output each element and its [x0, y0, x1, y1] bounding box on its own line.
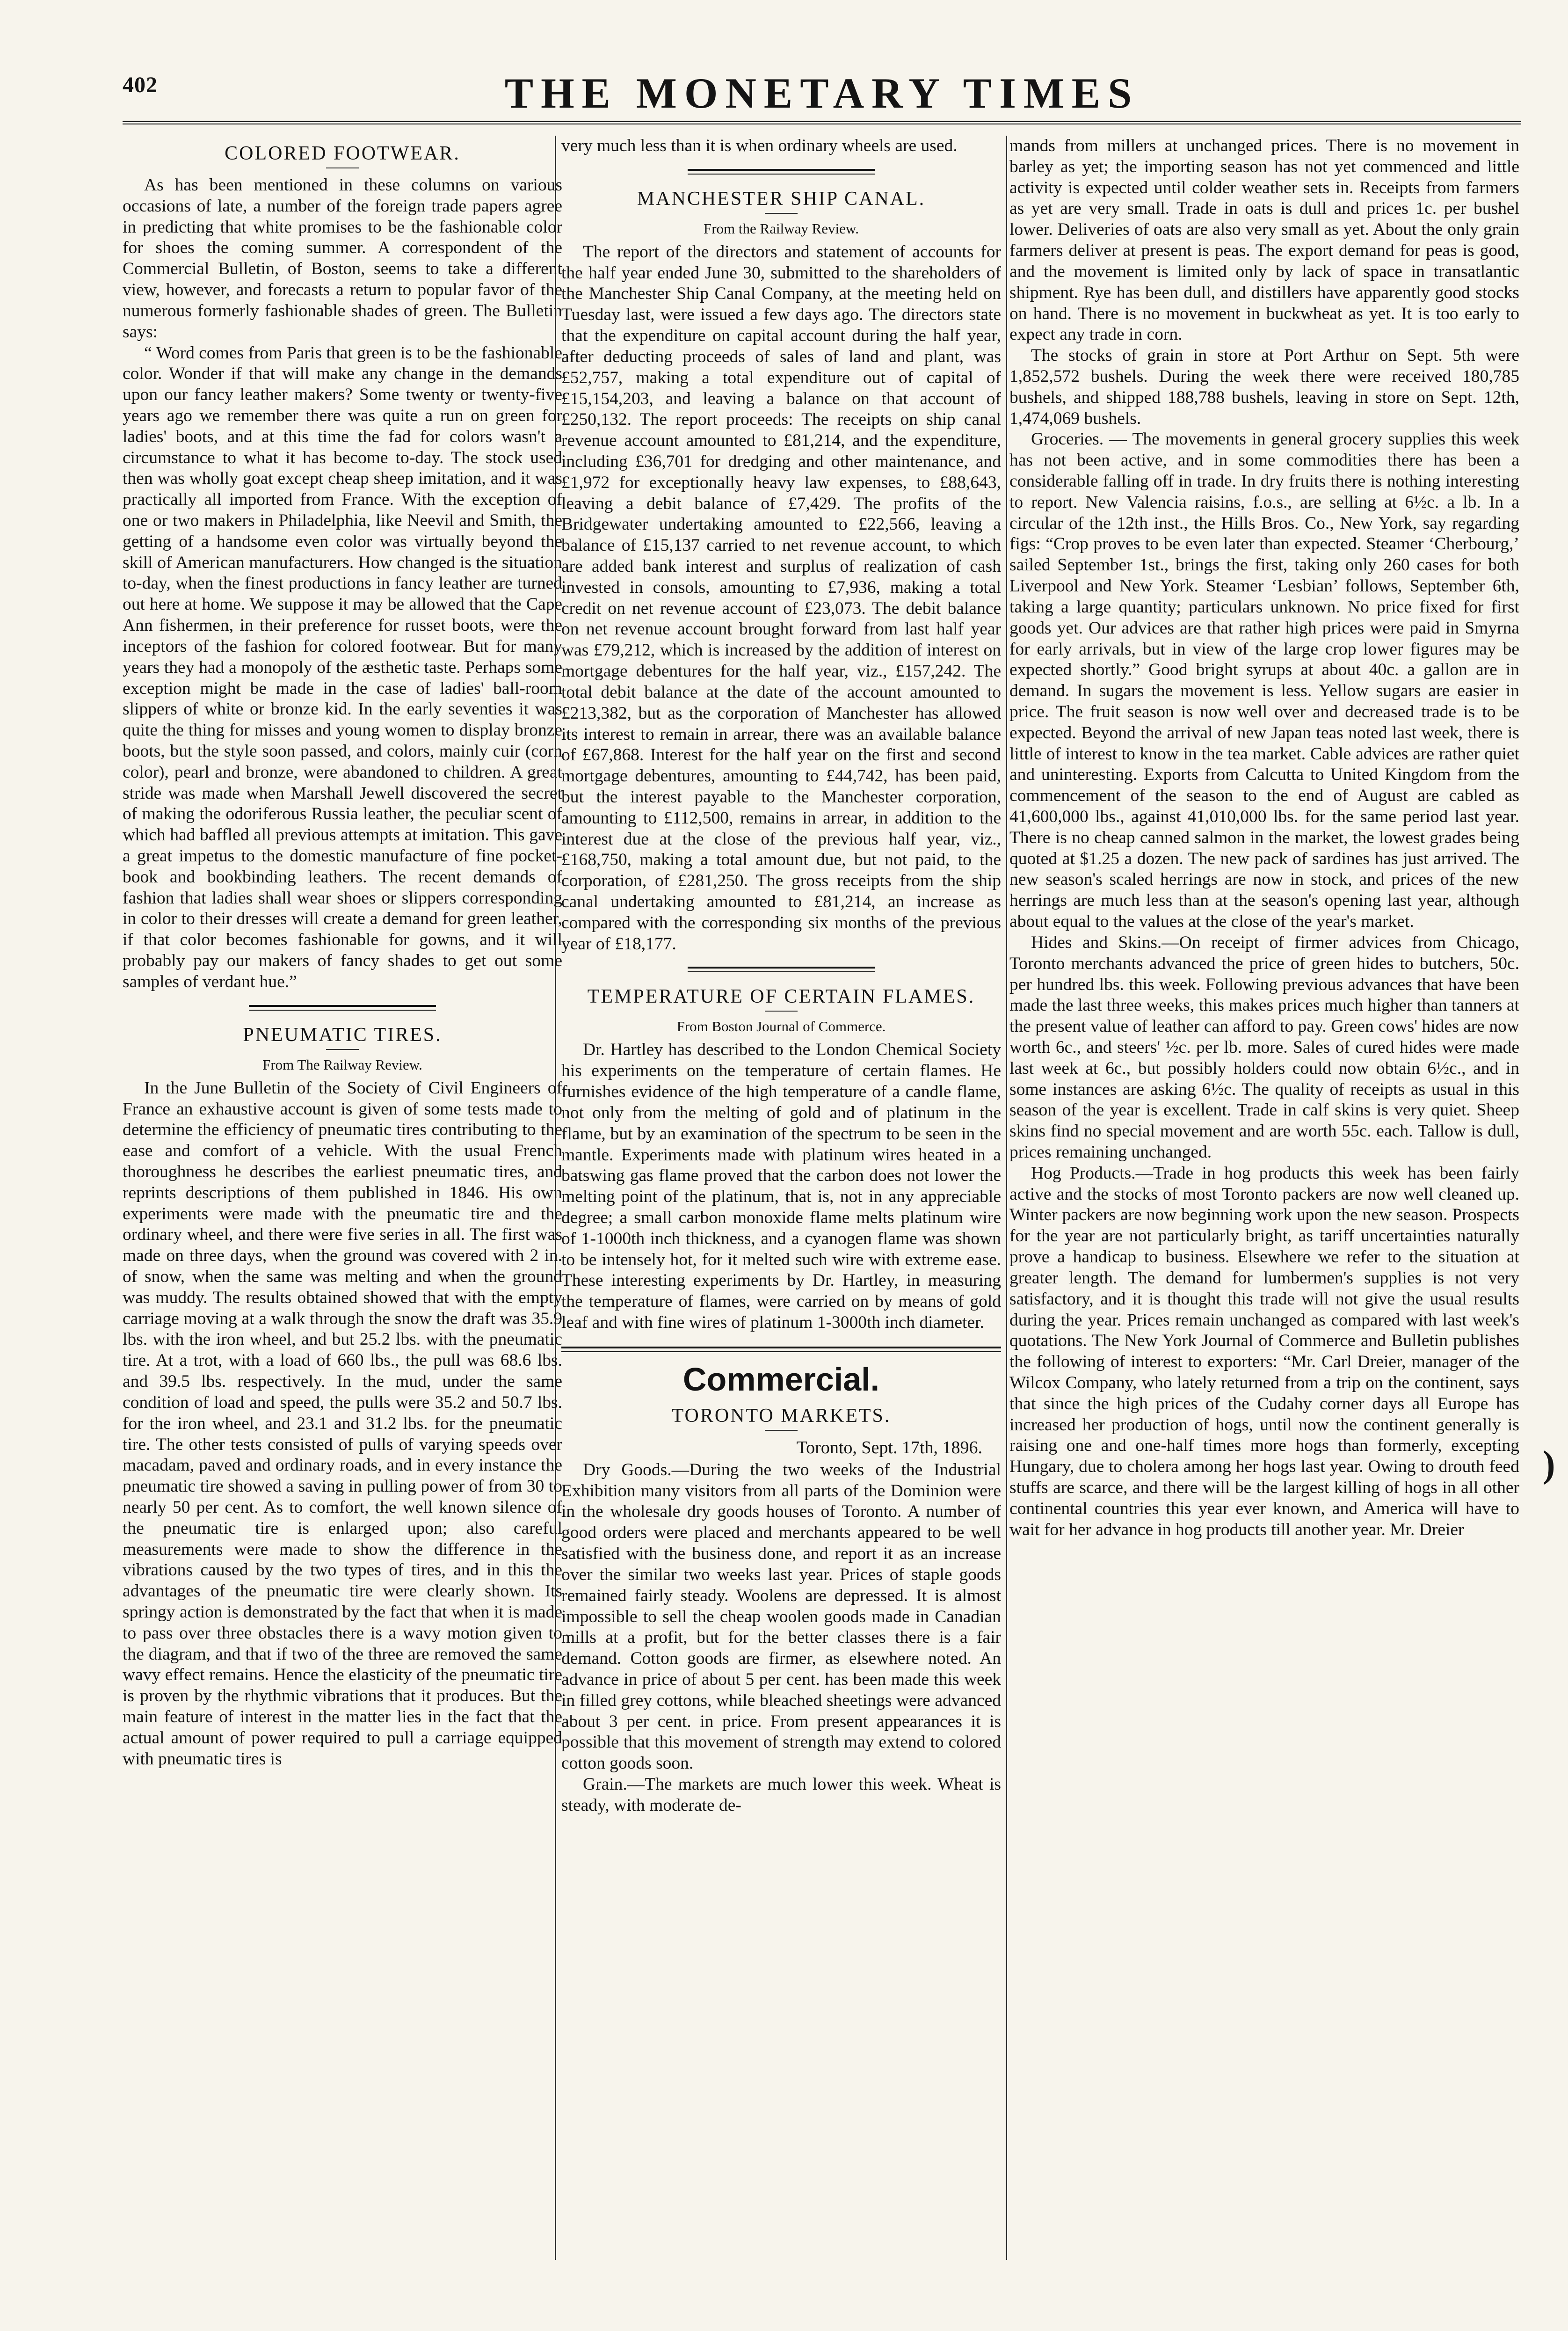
market-grain: Grain.—The markets are much lower this week. Wheat is steady, with moderate de- [561, 1775, 1001, 1815]
article-separator [688, 967, 875, 972]
header-rule [123, 121, 1521, 124]
article-title: TEMPERATURE OF CERTAIN FLAMES. [587, 986, 975, 1008]
title-rule [765, 1430, 798, 1431]
title-rule [765, 213, 798, 214]
masthead-title: THE MONETARY TIMES [504, 69, 1140, 117]
market-groceries: Groceries. — The movements in general grocery supplies this week has not been active, and in some commodities there has been a considerable falling off in trade. In dry fruits there is nothing interesting to report. New Valencia raisins, f.o.s., are selling at 6½c. a lb. In a circular of the 12th inst., the Hills Bros. Co., New York, say regarding figs: “Crop proves to be even later than expected. Steamer ‘Cherbourg,’ sailed September 1st., brings the first, taking only 260 cases for both Liverpool and New York. Steamer ‘Lesbian’ follows, September 6th, taking a large quantity; particulars unknown. No price fixed for first goods yet. Our advices are that rather high prices were paid in Smyrna for early arrivals, but in view of the large crop lower figures may be expected shortly.” Good bright syrups at about 40c. a gallon are in demand. In sugars the movement is less. Yellow sugars are easier in price. The fruit season is now well over and decreased trade is to be expected. Beyond the arrival of new Japan teas noted last week, there is little of interest to know in the tea market. Cable advices are rather quiet and uninteresting. Exports from Calcutta to United Kingdom from the commencement of the season to the end of August are cabled as 41,600,000 lbs., against 41,010,000 lbs. for the same period last year. There is no cheap canned salmon in the market, the lowest grades being quoted at $1.25 a dozen. The new pack of sardines has just arrived. The new season's scaled herrings are now in stock, and prices of the new herrings are much less than at the season's opening last year, although about equal to the values at the close of the year's market. [1009, 430, 1519, 932]
article-quote: “ Word comes from Paris that green is to be the fashionable color. Wonder if that will make any change in the demands upon our fancy leather makers? Some twenty or twenty-five years ago we remember there was quite a run on green for ladies' boots, and at this time the fad for colors wasn't a circumstance to what it has become to-day. The stock used then was wholly goat except cheap sheep imitation, and it was practically all imported from France. With the exception of one or two makers in Philadelphia, like Neevil and Smith, the getting of a handsome even color was virtually beyond the skill of American manufacturers. How changed is the situation to-day, when the finest productions in fancy leather are turned out here at home. We suppose it may be allowed that the Cape Ann fishermen, in their preference for russet boots, were the inceptors of the fashion for colored footwear. But for many years they had a monopoly of the æsthetic taste. Perhaps some exception might be made in the case of ladies' ball-room slippers of white or bronze kid. In the early seventies it was quite the thing for misses and young women to display bronze boots, but the style soon passed, and colors, mainly cuir (corn color), pearl and bronze, were abandoned to children. A great stride was made when Marshall Jewell discovered the secret of making the odoriferous Russia leather, the peculiar scent of which had baffled all previous attempts at imitation. This gave a great impetus to the domestic manufacture of fine pocket-book and bookbinding leathers. The recent demands of fashion that ladies shall wear shoes or slippers corresponding in color to their dresses will create a demand for green leather, if that color becomes fashionable for gowns, and it will probably pay our makers of fancy shades to get out some samples of verdant hue.” [123, 343, 562, 991]
title-rule [326, 1049, 359, 1050]
continued-text: very much less than it is when ordinary wheels are used. [561, 136, 958, 155]
article-title: MANCHESTER SHIP CANAL. [637, 188, 926, 210]
article-title: PNEUMATIC TIRES. [243, 1024, 442, 1046]
market-grain-stocks: The stocks of grain in store at Port Arthur on Sept. 5th were 1,852,572 bushels. During the week there were received 180,785 bushels, and shipped 188,788 bushels, leaving in store on Sept. 12th, 1,474,069 bushels. [1009, 346, 1519, 428]
title-rule [765, 1011, 798, 1012]
article-source: From the Railway Review. [703, 220, 859, 237]
article-separator [249, 1005, 436, 1011]
column-one [123, 136, 562, 2269]
section-title: Commercial. [682, 1361, 880, 1398]
article-manchester-ship-canal [561, 188, 1001, 955]
column-three [1009, 136, 1519, 2269]
section-separator [561, 1347, 1001, 1352]
margin-mark: ) [1543, 1444, 1555, 1485]
page-number: 402 [123, 73, 158, 97]
market-hides-skins: Hides and Skins.—On receipt of firmer advices from Chicago, Toronto merchants advanced the price of green hides to butchers, 50c. per hundred lbs. this week. Following previous advances that have been made the last three weeks, this makes prices much higher than tanners at the present value of leather can afford to pay. Green cows' hides are now worth 6c., and steers' ½c. per lb. more. Sales of cured hides were made last week at 6c., but possibly holders could now obtain 6½c., and in some instances are asking 6½c. The quality of receipts as usual in this season of the year is excellent. Trade in calf skins is very quiet. Sheep skins find no special movement and are worth 55c. each. Tallow is dull, prices remaining unchanged. [1009, 932, 1519, 1162]
article-colored-footwear [123, 142, 562, 993]
commercial-section [561, 1361, 1001, 1816]
section-subtitle: TORONTO MARKETS. [671, 1405, 891, 1427]
page-header [123, 66, 1521, 136]
article-paragraph: Dr. Hartley has described to the London Chemical Society his experiments on the temperature of certain flames. He furnishes evidence of the high temperature of a candle flame, not only from the melting of gold and of platinum in the flame, but by an examination of the spectrum to be seen in the mantle. Experiments made with platinum wires heated in a batswing gas flame proved that the carbon does not lower the melting point of the platinum, that is, not in any appreciable degree; a small carbon monoxide flame melts platinum wire of 1-1000th inch thickness, and a cyanogen flame was shown to be intensely hot, for it melted such wire with extreme ease. These interesting experiments by Dr. Hartley, in measuring the temperature of flames, were carried on by means of gold leaf and with fine wires of platinum 1-3000th inch diameter. [561, 1040, 1001, 1332]
article-paragraph: In the June Bulletin of the Society of Civil Engineers of France an exhaustive account is given of some tests made to determine the efficiency of pneumatic tires contributing to the ease and comfort of a vehicle. With the usual French thoroughness he describes the earliest pneumatic tires, and reprints descriptions of them published in 1846. His own experiments were made with the pneumatic tire and the ordinary wheel, and there were five series in all. The first was made on three days, when the ground was covered with 2 in. of snow, when the same was melting and when the ground was muddy. The results obtained showed that with the empty carriage moving at a walk through the snow the draft was 35.9 lbs. with the iron wheel, and but 25.2 lbs. with the pneumatic tire. At a trot, with a load of 660 lbs., the pull was 68.6 lbs. and 39.5 lbs. respectively. In the mud, under the same condition of load and speed, the pulls were 35.2 and 50.7 lbs. for the iron wheel, and 23.1 and 31.2 lbs. for the pneumatic tire. The other tests consisted of pulls of varying speeds over macadam, paved and ordinary roads, and in every instance the pneumatic tire showed a saving in pulling power of from 30 to nearly 50 per cent. As to comfort, the well known silence of the pneumatic tire is enlarged upon; also careful measurements were made to show the difference in the vibrations caused by the two types of tires, and in this the advantages of the pneumatic tire were clearly shown. Its springy action is demonstrated by the fact that when it is made to pass over three obstacles there is a wavy motion given to the diagram, and that if two of the three are removed the same wavy effect remains. Hence the elasticity of the pneumatic tire is proven by the rhythmic vibrations that it produces. But the main feature of interest in the matter lies in the fact that the actual amount of power required to pull a carriage equipped with pneumatic tires is [123, 1078, 562, 1769]
article-title: COLORED FOOTWEAR. [225, 143, 460, 164]
dateline: Toronto, Sept. 17th, 1896. [796, 1437, 982, 1457]
column-divider [1006, 136, 1007, 2260]
article-paragraph: The report of the directors and statement of accounts for the half year ended June 30, submitted to the shareholders of the Manchester Ship Canal Company, at the meeting held on Tuesday last, were issued a few days ago. The directors state that the expenditure on capital account during the half year, after deducting proceeds of sales of land and plant, was £52,757, making a total expenditure out of capital of £15,154,203, and leaving a balance on that account of £250,132. The report proceeds: The receipts on ship canal revenue account amounted to £81,214, and the expenditure, including £36,701 for dredging and other maintenance, and £1,972 for exceptionally heavy law expenses, to £88,643, leaving a debit balance of £7,429. The profits of the Bridgewater undertaking amounted to £22,566, leaving a balance of £15,137 carried to net revenue account, to which are added bank interest and surplus of realization of cash invested in consols, amounting to £7,936, making a total credit on net revenue account of £23,073. The debit balance on net revenue account brought forward from last half year was £79,212, which is increased by the addition of interest on mortgage debentures for the half year, viz., £157,242. The total debit balance at the date of the account amounted to £213,382, but as the corporation of Manchester has allowed its interest to remain in arrear, there was an available balance of £67,868. Interest for the half year on the first and second mortgage debentures, amounting to £44,742, has been paid, but the interest payable to the Manchester corporation, amounting to £112,500, remains in arrear, in addition to the interest due at the close of the previous half year, viz., £168,750, making a total amount due, but not paid, to the corporation, of £281,250. The gross receipts from the ship canal undertaking amounted to £81,214, an increase as compared with the corresponding six months of the previous year of £18,177. [561, 242, 1001, 954]
article-temperature-flames [561, 985, 1001, 1333]
article-source: From Boston Journal of Commerce. [676, 1018, 886, 1035]
market-grain-continued: mands from millers at unchanged prices. There is no movement in barley as yet; the importing season has not yet commenced and little activity is expected until colder weather sets in. Receipts from farmers as yet are very small. Trade in oats is dull and prices 1c. per bushel lower. Deliveries of oats are also very small as yet. About the only grain farmers deliver at present is peas. The export demand for peas is good, and the movement is limited only by lack of space in transatlantic shipment. Rye has been dull, and distillers have apparently good stocks on hand. There is no movement in buckwheat as yet. It is too early to expect any trade in corn. [1009, 136, 1519, 344]
column-two [561, 136, 1001, 2269]
article-separator [688, 169, 875, 175]
market-dry-goods: Dry Goods.—During the two weeks of the Industrial Exhibition many visitors from all parts of the Dominion were in the wholesale dry goods houses of Toronto. A number of good orders were placed and merchants appeared to be well satisfied with the business done, and report it as an increase over the similar two weeks last year. Prices of staple goods remained fairly steady. Woolens are depressed. It is almost impossible to sell the cheap woolen goods made in Canadian mills at a profit, but for the better classes there is a fair demand. Cotton goods are firmer, as elsewhere noted. An advance in price of about 5 per cent. has been made this week in filled grey cottons, while bleached sheetings were advanced about 3 per cent. in price. From present appearances it is possible that this movement of strength may extend to colored cotton goods soon. [561, 1460, 1001, 1773]
article-source: From The Railway Review. [262, 1056, 422, 1073]
market-hog-products: Hog Products.—Trade in hog products this week has been fairly active and the stocks of most Toronto packers are now well cleaned up. Winter packers are now beginning work upon the new season. Prospects for the year are not particularly bright, as tariff uncertainties naturally prove a handicap to business. Elsewhere we refer to the situation at greater length. The demand for lumbermen's supplies is not very satisfactory, and it is thought this trade will not give the usual results during the year. Prices remain unchanged as compared with last week's quotations. The New York Journal of Commerce and Bulletin publishes the following of interest to exporters: “Mr. Carl Dreier, manager of the Wilcox Company, who lately returned from a trip on the continent, says that since the high prices of the Cudahy corner days all Europe has increased her production of hogs, until now the continent generally is raising one and one-half times more hogs than formerly, excepting Hungary, due to cholera among her hogs last year. Owing to drouth feed stuffs are scarce, and there will be the largest killing of hogs in all other continental countries this year ever known, and America will have to wait for her advance in hog products till another year. Mr. Dreier [1009, 1163, 1519, 1539]
article-paragraph: As has been mentioned in these columns on various occasions of late, a number of the foreign trade papers agree in predicting that white promises to be the fashionable color for shoes the coming summer. A correspondent of the Commercial Bulletin, of Boston, seems to take a different view, however, and forecasts a return to popular favor of the numerous formerly fashionable shades of green. The Bulletin says: [123, 175, 562, 342]
article-pneumatic-tires [123, 1024, 562, 1770]
